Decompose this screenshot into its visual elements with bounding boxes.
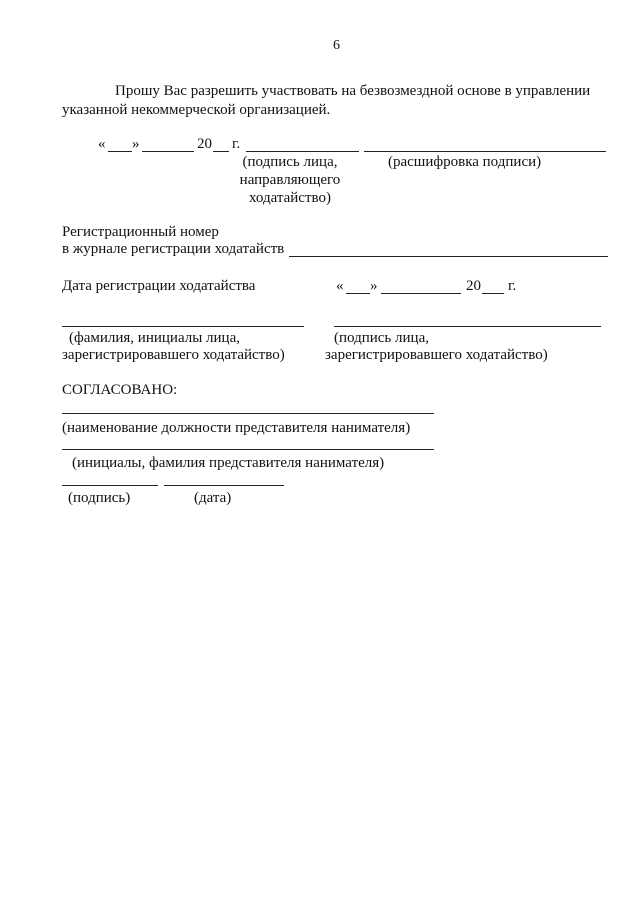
sig-caption-1: (подпись лица,	[242, 154, 338, 170]
decoding-caption: (расшифровка подписи)	[388, 154, 542, 170]
reg-number-blank[interactable]	[289, 256, 608, 257]
day-blank[interactable]	[108, 151, 132, 152]
reg-date-label: Дата регистрации ходатайства	[62, 278, 256, 294]
sig-caption-3: ходатайство)	[248, 190, 331, 206]
reg-year-prefix: 20	[466, 278, 481, 294]
approver-date-blank[interactable]	[164, 485, 284, 486]
registrar-signature-blank[interactable]	[334, 326, 601, 327]
approver-initials-caption: (инициалы, фамилия представителя нанимателя)	[72, 455, 385, 471]
request-line-2: указанной некоммерческой организацией.	[62, 102, 331, 118]
reg-month-blank[interactable]	[381, 293, 461, 294]
registrar-fio-caption-2: зарегистрировавшего ходатайство)	[62, 347, 285, 363]
quote-close: »	[132, 136, 140, 152]
page-number: 6	[333, 38, 340, 53]
approver-date-caption: (дата)	[194, 490, 232, 506]
reg-day-blank[interactable]	[346, 293, 370, 294]
request-line-1: Прошу Вас разрешить участвовать на безвозмездной основе в управлении	[115, 83, 591, 99]
registrar-fio-caption-1: (фамилия, инициалы лица,	[69, 330, 240, 346]
signature-blank[interactable]	[246, 151, 359, 152]
year-blank[interactable]	[213, 151, 229, 152]
registrar-fio-blank[interactable]	[62, 326, 304, 327]
approver-initials-blank[interactable]	[62, 449, 434, 450]
approver-position-blank[interactable]	[62, 413, 434, 414]
reg-quote-close: »	[370, 278, 378, 294]
approver-signature-blank[interactable]	[62, 485, 158, 486]
approver-position-caption: (наименование должности представителя нанимателя)	[62, 420, 411, 436]
reg-year-blank[interactable]	[482, 293, 504, 294]
year-suffix: г.	[232, 136, 241, 152]
quote-open: «	[98, 136, 106, 152]
registrar-sig-caption-1: (подпись лица,	[334, 330, 429, 346]
reg-quote-open: «	[336, 278, 344, 294]
approver-signature-caption: (подпись)	[68, 490, 131, 506]
month-blank[interactable]	[142, 151, 194, 152]
reg-number-label-2: в журнале регистрации ходатайств	[62, 241, 285, 257]
year-prefix: 20	[197, 136, 212, 152]
reg-year-suffix: г.	[508, 278, 517, 294]
sig-caption-2: направляющего	[239, 172, 341, 188]
registrar-sig-caption-2: зарегистрировавшего ходатайство)	[325, 347, 548, 363]
signature-decoding-blank[interactable]	[364, 151, 606, 152]
reg-number-label-1: Регистрационный номер	[62, 224, 219, 240]
approval-heading: СОГЛАСОВАНО:	[62, 382, 178, 398]
